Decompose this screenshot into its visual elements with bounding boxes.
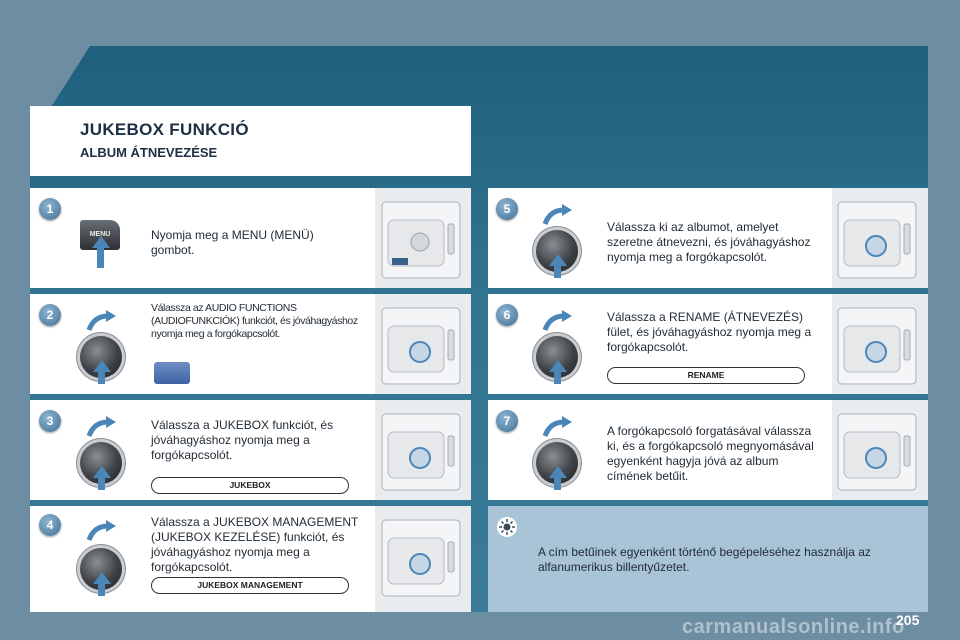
page-subtitle: ALBUM ÁTNEVEZÉSE — [80, 145, 218, 160]
up-arrow-stem — [98, 370, 105, 384]
radio-panel-illustration — [380, 410, 462, 494]
page-number: 205 — [896, 612, 920, 628]
step-number-1: 1 — [39, 198, 61, 220]
menu-button-icon: MENU — [80, 220, 120, 250]
up-arrow-icon — [92, 236, 110, 248]
up-arrow-icon — [93, 466, 111, 478]
step-text-6: Válassza a RENAME (ÁTNEVEZÉS) fület, és jóváhagyáshoz nyomja meg a forgókapcsolót. — [607, 310, 812, 354]
up-arrow-stem — [554, 476, 561, 490]
page-title: JUKEBOX FUNKCIÓ — [80, 120, 249, 139]
up-arrow-stem — [554, 264, 561, 278]
up-arrow-stem — [97, 246, 104, 268]
jukebox-management-label: JUKEBOX MANAGEMENT — [151, 577, 349, 594]
rotate-arrow-icon — [86, 310, 116, 332]
watermark: carmanualsonline.info — [682, 616, 905, 638]
up-arrow-stem — [554, 370, 561, 384]
rotate-arrow-icon — [86, 416, 116, 438]
up-arrow-icon — [93, 360, 111, 372]
up-arrow-icon — [93, 572, 111, 584]
up-arrow-stem — [98, 582, 105, 596]
step-text-2: Válassza az AUDIO FUNCTIONS (AUDIOFUNKCIÓK) funkciót, és jóváhagyáshoz nyomja meg a forgókapcsolót. — [151, 302, 358, 340]
step-text-3: Válassza a JUKEBOX funkciót, és jóváhagyáshoz nyomja meg a forgókapcsolót. — [151, 418, 334, 462]
up-arrow-icon — [549, 360, 567, 372]
radio-panel-illustration — [836, 410, 918, 494]
rotate-arrow-icon — [542, 416, 572, 438]
step-number-3: 3 — [39, 410, 61, 432]
up-arrow-stem — [98, 476, 105, 490]
step-text-4: Válassza a JUKEBOX MANAGEMENT (JUKEBOX KEZELÉSE) funkciót, és jóváhagyáshoz nyomja meg a forgókapcsolót. — [151, 515, 359, 574]
step-text-7: A forgókapcsoló forgatásával válassza ki, és a forgókapcsoló megnyomásával egyenként hagyja jóvá az album címének betűit. — [607, 424, 814, 483]
radio-panel-illustration — [836, 198, 918, 282]
up-arrow-icon — [549, 466, 567, 478]
radio-panel-illustration — [380, 198, 462, 282]
radio-panel-illustration — [836, 304, 918, 388]
radio-panel-illustration — [380, 304, 462, 388]
step-number-7: 7 — [496, 410, 518, 432]
step-text-5: Válassza ki az albumot, amelyet szeretne átnevezni, és jóváhagyáshoz nyomja meg a forgókapcsolót. — [607, 220, 811, 264]
info-text: A cím betűinek egyenként történő begépeléséhez használja az alfanumerikus billentyűzetet. — [538, 545, 871, 574]
rotate-arrow-icon — [86, 520, 116, 542]
radio-panel-illustration — [380, 516, 462, 600]
step-number-2: 2 — [39, 304, 61, 326]
step-number-6: 6 — [496, 304, 518, 326]
up-arrow-icon — [549, 254, 567, 266]
step-number-5: 5 — [496, 198, 518, 220]
sun-icon — [497, 517, 517, 537]
step-text-1: Nyomja meg a MENU (MENÜ) gombot. — [151, 228, 314, 257]
title-card — [30, 106, 471, 176]
jukebox-label: JUKEBOX — [151, 477, 349, 494]
rename-label: RENAME — [607, 367, 805, 384]
step-number-4: 4 — [39, 514, 61, 536]
rotate-arrow-icon — [542, 204, 572, 226]
rotate-arrow-icon — [542, 310, 572, 332]
audio-functions-icon — [154, 362, 190, 384]
